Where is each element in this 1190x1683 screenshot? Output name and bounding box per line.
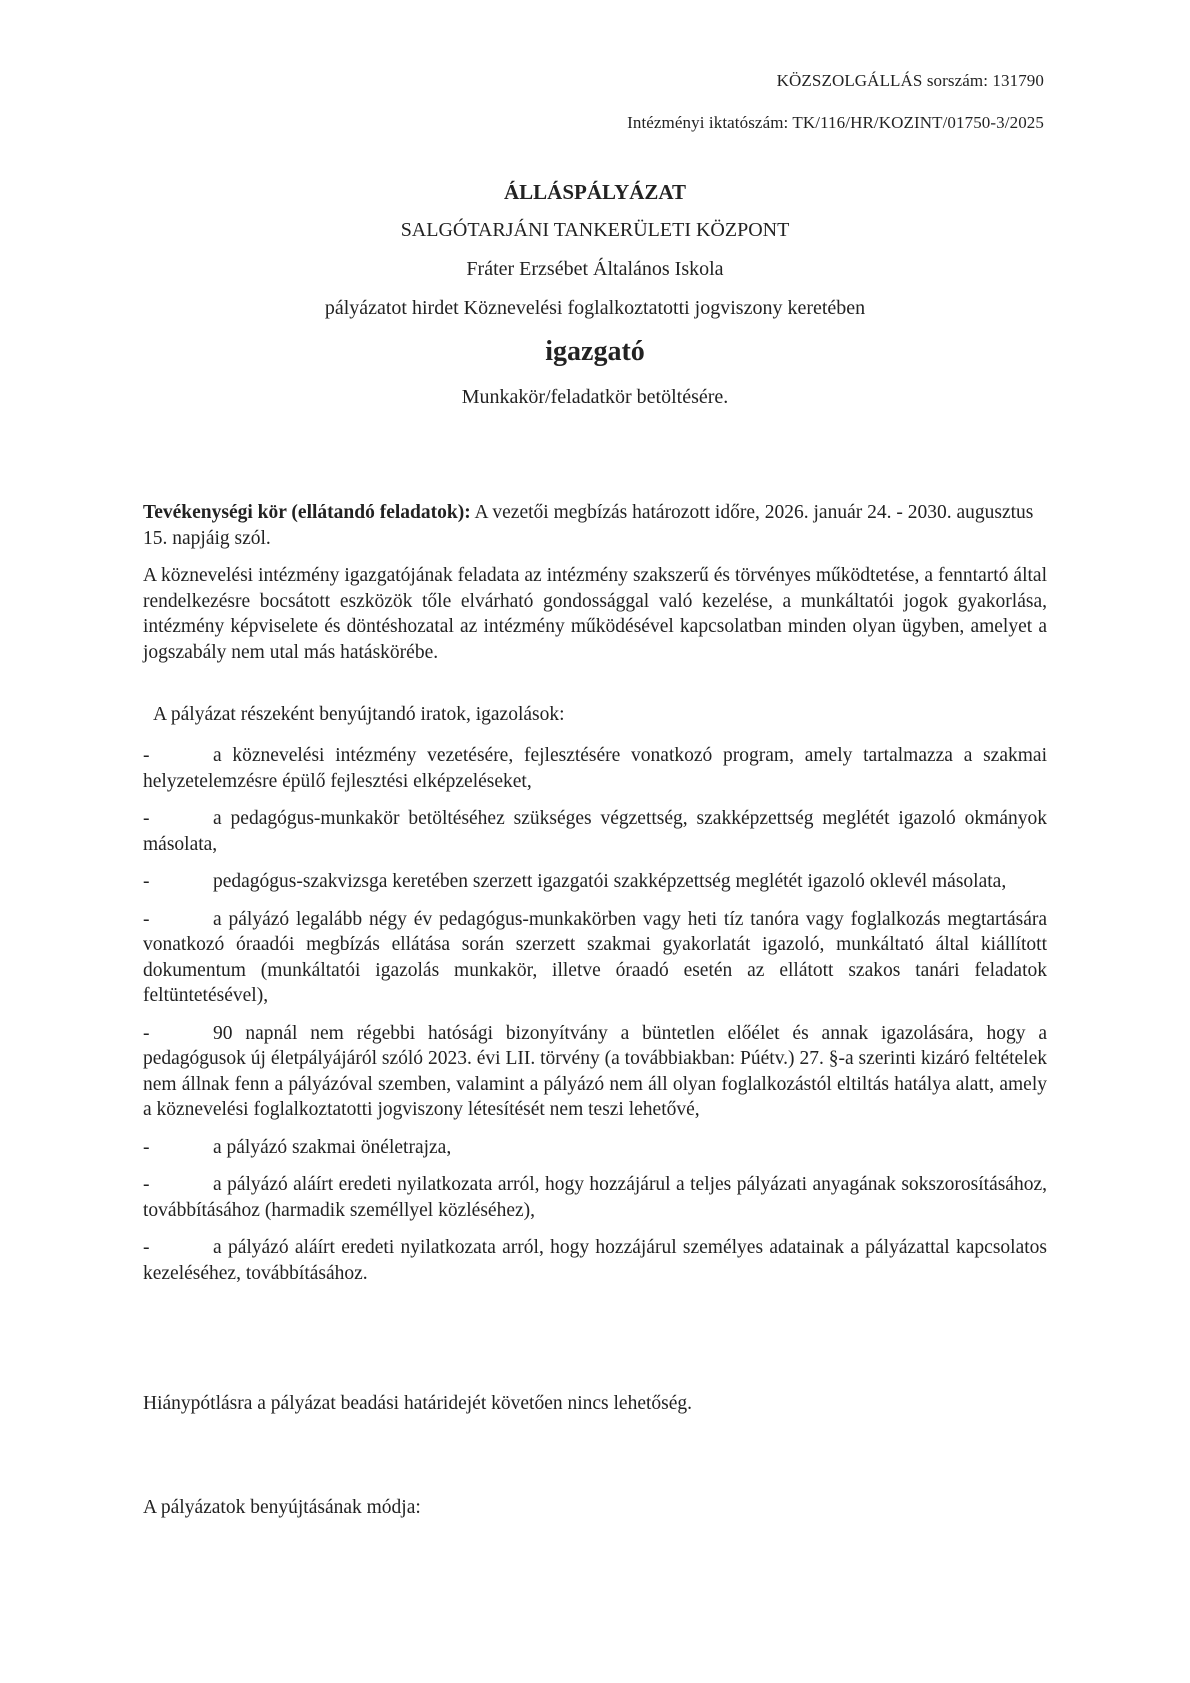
dash-bullet: - <box>143 808 150 829</box>
list-item-text: a pályázó legalább négy év pedagógus-munkakörben vagy heti tíz tanóra vagy foglalkozás megtartására vonatkozó óraadói megbízás ellátása során szerzett szakmai gyakorlatát igazoló, munkáltató által kiállított dokumentum (munkáltatói igazolás munkakör, illetve óraadó esetén az ellátott szakos tanári feladatok feltüntetésével), <box>143 908 1047 1006</box>
registration-number: Intézményi iktatószám: TK/116/HR/KOZINT/01750-3/2025 <box>627 113 1044 132</box>
service-number: KÖZSZOLGÁLLÁS sorszám: 131790 <box>776 71 1044 90</box>
dash-bullet: - <box>143 871 150 892</box>
list-item <box>143 1172 1047 1223</box>
list-item <box>143 1235 1047 1286</box>
organization-name: SALGÓTARJÁNI TANKERÜLETI KÖZPONT <box>400 219 790 241</box>
list-item-text: a pályázó aláírt eredeti nyilatkozata arról, hogy hozzájárul a teljes pályázati anyagának sokszorosításához, továbbításához (harmadik személlyel közléséhez), <box>143 1174 1047 1221</box>
list-item-text: a pályázó aláírt eredeti nyilatkozata arról, hogy hozzájárul személyes adatainak a pályázattal kapcsolatos kezeléséhez, továbbításához. <box>143 1237 1047 1284</box>
list-item-text: pedagógus-szakvizsga keretében szerzett igazgatói szakképzettség meglétét igazoló oklevél másolata, <box>213 871 1007 892</box>
dash-bullet: - <box>143 908 150 930</box>
list-item <box>143 907 1047 1009</box>
activity-text: A vezetői megbízás határozott időre, 2026. január 24. - 2030. augusztus 15. napjáig szól. <box>143 502 1034 549</box>
activity-scope <box>143 500 1047 551</box>
documents-list <box>143 743 1047 1298</box>
list-item <box>143 869 1047 895</box>
list-item <box>143 806 1047 857</box>
school-name: Fráter Erzsébet Általános Iskola <box>466 258 724 280</box>
duties-paragraph: A köznevelési intézmény igazgatójának feladata az intézmény szakszerű és törvényes működtetése, a fenntartó által rendelkezésre bocsátott eszközök tőle elvárható gondossággal való kezelése, a munkáltatói jogok gyakorlása, intézmény képviselete és döntéshozatal az intézmény működésével kapcsolatban minden olyan ügyben, amelyet a jogszabály nem utal más hatáskörébe. <box>143 565 1047 663</box>
position-title: igazgató <box>545 336 645 367</box>
dash-bullet: - <box>143 1136 150 1158</box>
activity-label: Tevékenységi kör (ellátandó feladatok): <box>143 502 471 523</box>
list-item-text: 90 napnál nem régebbi hatósági bizonyítvány a büntetlen előélet és annak igazolására, hogy a pedagógusok új életpályájáról szóló 2023. évi LII. törvény (a továbbiakban: Púétv.) 27. §-a szerinti kizáró feltételek nem állnak fenn a pályázóval szemben, valamint a pályázó nem áll olyan foglalkozástól eltiltás hatálya alatt, amely a köznevelési foglalkoztatotti jogviszony létesítését nem teszi lehetővé, <box>143 1022 1047 1120</box>
position-subtitle: Munkakör/feladatkör betöltésére. <box>461 386 729 408</box>
list-item <box>143 743 1047 794</box>
dash-bullet: - <box>143 745 150 766</box>
list-item <box>143 1135 1047 1161</box>
announcement-line: pályázatot hirdet Köznevelési foglalkoztatotti jogviszony keretében <box>324 297 866 319</box>
document-title: ÁLLÁSPÁLYÁZAT <box>503 180 687 204</box>
documents-intro: A pályázat részeként benyújtandó iratok, igazolások: <box>153 704 565 725</box>
list-item-text: a pedagógus-munkakör betöltéséhez szükséges végzettség, szakképzettség meglétét igazoló okmányok másolata, <box>143 808 1047 855</box>
list-item-text: a köznevelési intézmény vezetésére, fejlesztésére vonatkozó program, amely tartalmazza a szakmai helyzetelemzésre épülő fejlesztési elképzeléseket, <box>143 745 1047 792</box>
dash-bullet: - <box>143 1022 150 1044</box>
dash-bullet: - <box>143 1237 150 1258</box>
list-item <box>143 1021 1047 1123</box>
submission-heading: A pályázatok benyújtásának módja: <box>143 1497 421 1518</box>
missing-documents-note: Hiánypótlásra a pályázat beadási határidejét követően nincs lehetőség. <box>143 1393 693 1414</box>
dash-bullet: - <box>143 1174 150 1195</box>
list-item-text: a pályázó szakmai önéletrajza, <box>213 1136 452 1158</box>
